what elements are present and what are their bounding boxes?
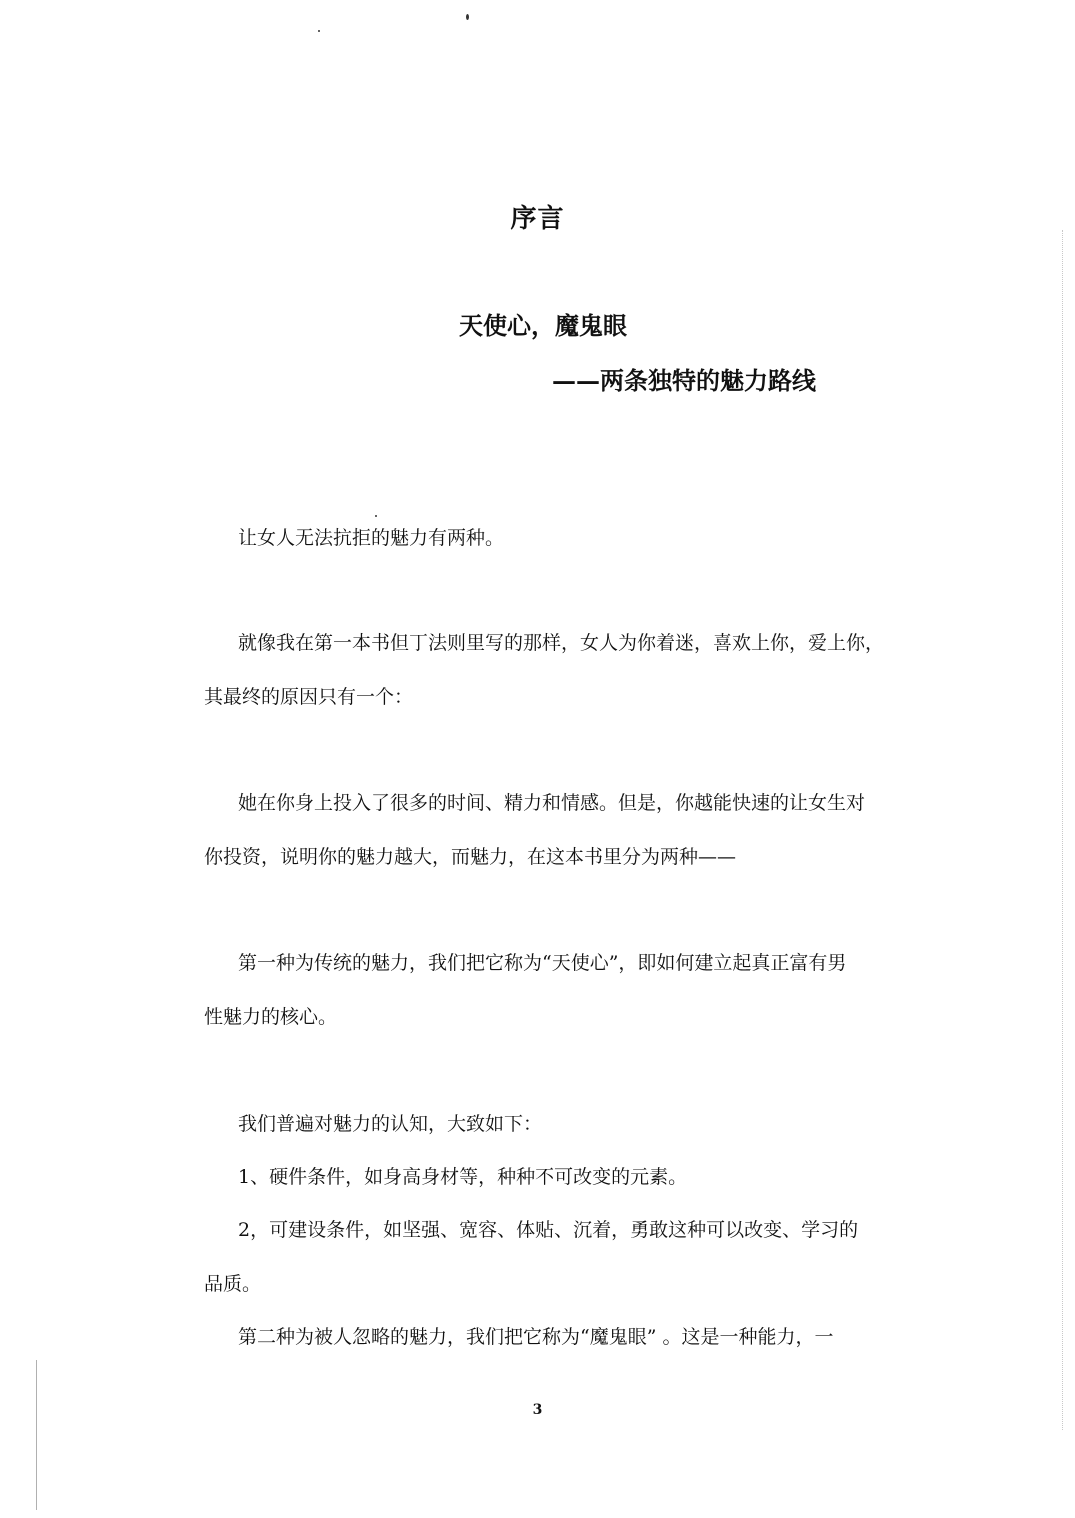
paragraph-line: 2，可建设条件，如坚强、宽容、体贴、沉着，勇敢这种可以改变、学习的 (238, 1219, 859, 1241)
paragraph-4 (204, 936, 924, 1044)
paragraph-1 (204, 511, 924, 565)
paragraph-3 (204, 776, 924, 884)
paragraph-line: 品质。 (204, 1273, 262, 1295)
list-item-2 (204, 1203, 924, 1311)
paragraph-line: 第二种为被人忽略的魅力，我们把它称为“魔鬼眼” 。这是一种能力，一 (238, 1326, 834, 1348)
scan-speck (318, 30, 320, 32)
subtitle-secondary: ——两条独特的魅力路线 (552, 366, 816, 395)
paragraph-line: 其最终的原因只有一个： (204, 686, 414, 708)
paragraph-line: 第一种为传统的魅力，我们把它称为“天使心”，即如何建立起真正富有男 (238, 952, 847, 974)
scan-edge-left (36, 1360, 37, 1510)
page-number: 3 (532, 1402, 543, 1418)
scan-speck (466, 14, 469, 20)
paragraph-line: 1、硬件条件，如身高身材等，种种不可改变的元素。 (238, 1166, 688, 1188)
paragraph-line: 你投资，说明你的魅力越大，而魅力，在这本书里分为两种—— (204, 846, 737, 868)
paragraph-line: 性魅力的核心。 (204, 1006, 338, 1028)
list-item-1 (204, 1150, 924, 1204)
paragraph-line: 我们普遍对魅力的认知，大致如下： (238, 1113, 543, 1135)
paragraph-line: 她在你身上投入了很多的时间、精力和情感。但是，你越能快速的让女生对 (238, 792, 866, 814)
paragraph-line: 就像我在第一本书但丁法则里写的那样，女人为你着迷，喜欢上你，爱上你， (238, 632, 885, 654)
paragraph-2 (204, 616, 924, 724)
paragraph-6 (204, 1310, 924, 1364)
subtitle: 天使心，魔鬼眼 (459, 311, 627, 340)
page-title: 序言 (510, 204, 565, 234)
scan-edge-right (1062, 230, 1063, 1430)
paragraph-line: 让女人无法抗拒的魅力有两种。 (238, 527, 505, 549)
paragraph-5 (204, 1097, 924, 1151)
